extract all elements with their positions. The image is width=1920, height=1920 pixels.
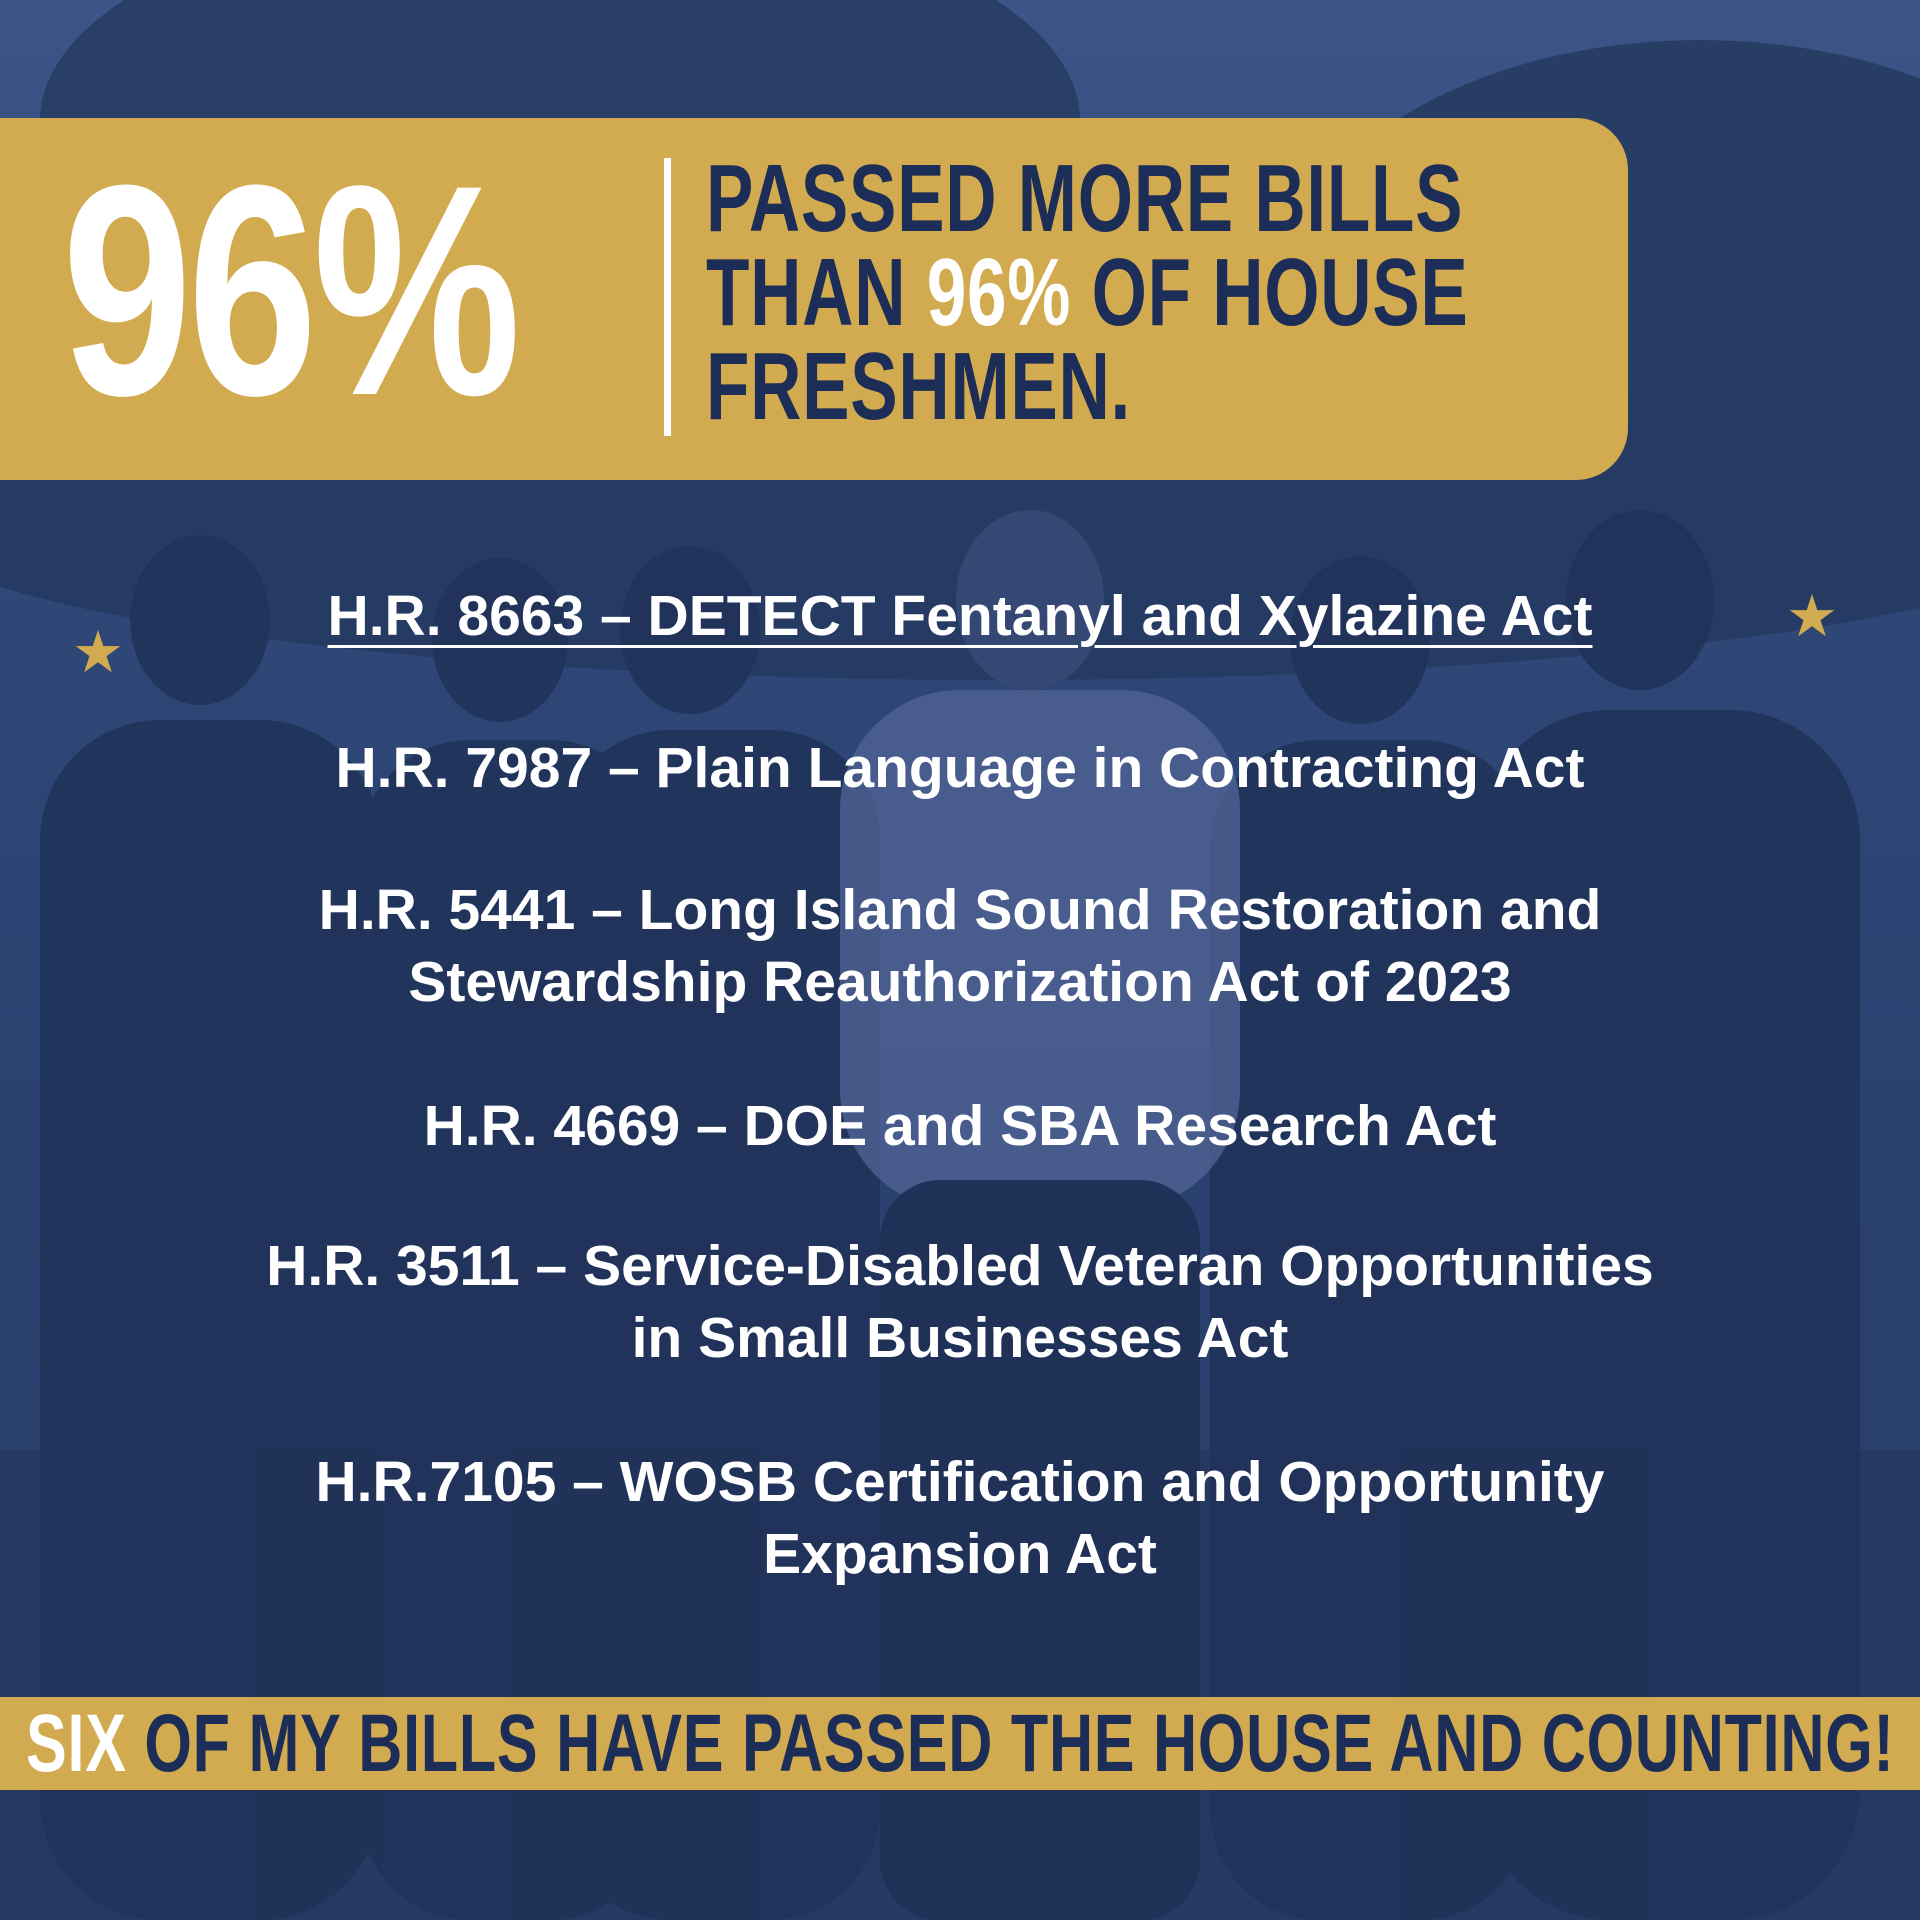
bill-list (0, 580, 1920, 1600)
headline-line-2-post: OF HOUSE (1071, 239, 1469, 346)
bill-line: Expansion Act (763, 1522, 1157, 1586)
bill-line: H.R. 5441 – Long Island Sound Restoration and (318, 878, 1602, 942)
bill-line: H.R.7105 – WOSB Certification and Opportunity (315, 1450, 1605, 1514)
star-icon: ★ (1786, 584, 1838, 649)
footer-text (26, 1697, 1911, 1790)
bill-item (0, 732, 1920, 804)
bill-featured (0, 580, 1920, 652)
bill-item (0, 1090, 1920, 1162)
stat-number: 96% (62, 122, 517, 458)
star-icon: ★ (72, 620, 124, 685)
bill-line: Stewardship Reauthorization Act of 2023 (408, 950, 1512, 1014)
headline-line-1: PASSED MORE BILLS (706, 145, 1464, 252)
bill-item (0, 1446, 1920, 1590)
headline-text (706, 145, 1483, 452)
headline-line-2 (706, 239, 1483, 346)
headline-highlight: 96% (926, 239, 1072, 346)
bill-line: H.R. 7987 – Plain Language in Contracting Act (335, 736, 1585, 800)
bill-item (0, 1230, 1920, 1374)
bill-item (0, 874, 1920, 1018)
bill-line: H.R. 3511 – Service-Disabled Veteran Opportunities (266, 1234, 1654, 1298)
footer-rest: OF MY BILLS HAVE PASSED THE HOUSE AND COUNTING! (126, 1698, 1895, 1789)
headline-line-2-pre: THAN (706, 239, 927, 346)
footer-highlight: SIX (26, 1698, 127, 1789)
bill-line: in Small Businesses Act (631, 1306, 1289, 1370)
stat-divider (664, 158, 671, 436)
headline-line-3: FRESHMEN. (706, 333, 1132, 440)
bill-line: H.R. 4669 – DOE and SBA Research Act (423, 1094, 1497, 1158)
bill-featured-title: H.R. 8663 – DETECT Fentanyl and Xylazine Act (327, 584, 1593, 648)
